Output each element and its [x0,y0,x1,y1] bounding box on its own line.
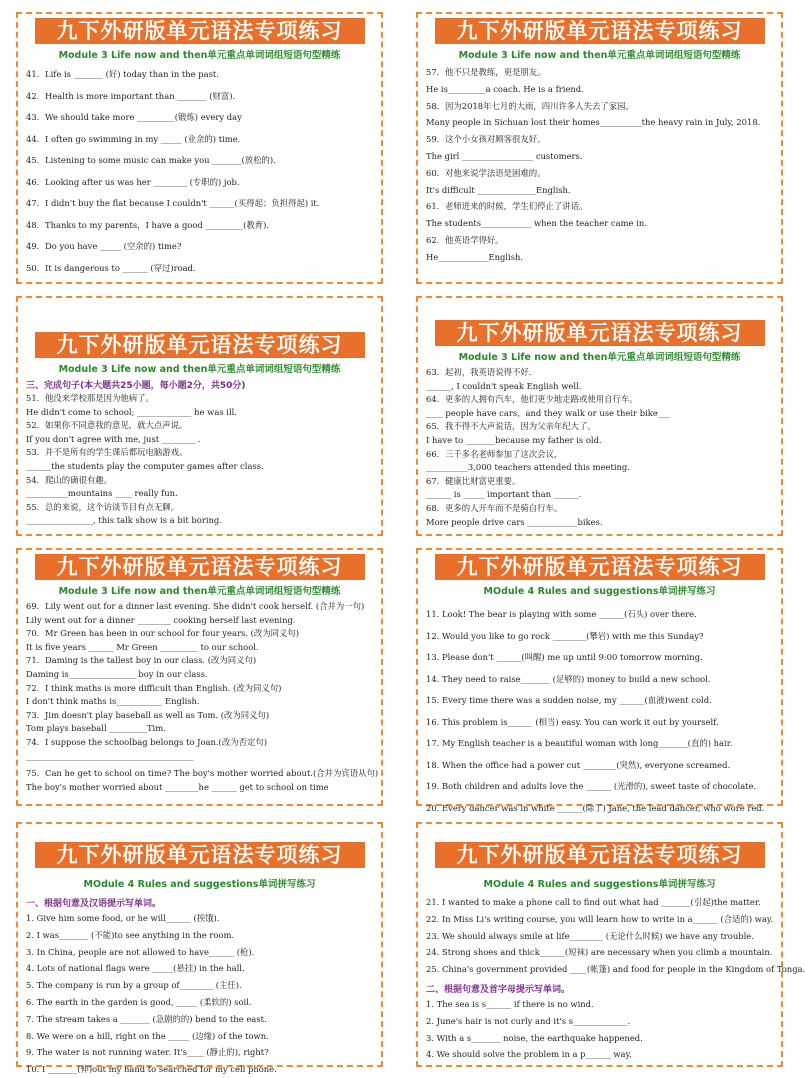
card-subtitle: Module 3 Life now and then单元重点单词词组短语句型精练 [458,50,741,61]
question-line: 11. Look! The bear is playing with some ______(石头) over there. [426,609,697,619]
question-line: He is_________a coach. He is a friend. [426,83,584,94]
question-line: More people drive cars ____________bikes. [426,516,603,527]
card-title-banner: 九下外研版单元语法专项练习 [435,554,765,580]
card-title-banner: 九下外研版单元语法专项练习 [435,842,765,868]
question-line: 54．爬山的确很有趣。 [26,474,113,485]
question-line: 3. In China, people are not allowed to have______ (枪). [26,946,255,957]
question-line: 21. I wanted to make a phone call to find out what had _______(引起)the matter. [426,897,761,907]
question-line: The students____________ when the teacher came in. [426,218,647,229]
card-subtitle: MOdule 4 Rules and suggestions单词拼写练习 [83,879,316,890]
question-line: 53．并不是所有的学生课后都玩电脑游戏。 [26,447,188,458]
question-line: 16. This problem is______ (相当) easy. You can work it out by yourself. [426,716,719,727]
question-line: 1. Give him some food, or he will______ (挨饿). [26,913,220,923]
question-line: If you don't agree with me, just ________ . [26,433,201,444]
question-line: 46．Looking after us was her ________ (专职的) job. [26,176,240,187]
question-line: 45．Listening to some music can make you _______(放松的). [26,155,276,165]
question-line: 19. Both children and adults love the ______ (光滑的), sweet taste of chocolate. [426,781,757,791]
question-line: 2. I was_______ (不能)to see anything in the room. [26,929,235,940]
question-line: 15. Every time there was a sudden noise, my ______(血液)went cold. [426,695,712,705]
question-line: 70．Mr Green has been in our school for four years. (改为同义句) [26,628,299,639]
section-heading: 三、完成句子(本大题共25小题，每小题2分，共50分) [26,381,246,391]
exercise-card-2 [416,12,783,284]
question-line: 59．这个小女孩对顾客很友好。 [426,134,546,145]
card-subtitle: Module 3 Life now and then单元重点单词词组短语句型精练 [458,352,741,363]
card-subtitle: MOdule 4 Rules and suggestions单词拼写练习 [483,879,716,890]
question-line: 14. They need to raise_______ (足够的) money to build a new school. [426,673,711,684]
question-line: 42．Health is more important than _______ (财富). [26,90,236,101]
question-line: ______the students play the computer games after class. [26,460,264,471]
question-list [18,392,381,528]
question-line: 7. The stream takes a _______ (急剧的的) bend to the east. [26,1013,267,1024]
question-line: __________3,000 teachers attended this meeting. [426,462,630,473]
question-line: Many people in Sichuan lost their homes__________the heavy rain in July, 2018. [426,117,761,128]
exercise-card-8 [416,822,805,1067]
question-line: Daming is________________ boy in our class. [26,668,208,679]
question-line: 3. With a s_______ noise, the earthquake happened. [426,1032,643,1043]
question-list [418,600,781,819]
question-line: __________mountains ____ really fun. [26,488,178,499]
question-line: 52．如果你不同意我的意见，就大点声说。 [26,420,188,431]
card-title-banner: 九下外研版单元语法专项练习 [35,18,365,44]
card-subtitle: Module 3 Life now and then单元重点单词词组短语句型精练 [58,586,341,597]
question-line: 63．起初，我英语说得不好． [426,367,538,377]
question-line: 5. The company is run by a group of________ (主任). [26,980,242,991]
exercise-card-3 [16,296,383,536]
question-line: 61．老师进来的时候，学生们停止了讲话。 [426,201,588,212]
card-title-banner: 九下外研版单元语法专项练习 [435,18,765,44]
question-line: 64．更多的人拥有汽车，他们更少地走路或使用自行车。 [426,394,638,405]
question-line: It is five years ______ Mr Green _________ to our school. [26,641,259,652]
section-heading: 一、根据句意及汉语提示写单词。 [26,899,162,909]
question-list [418,366,781,529]
question-list [418,894,805,978]
question-list [18,910,381,1078]
exercise-card-4 [416,296,783,536]
question-line: The girl _________________ customers. [426,150,583,161]
question-line: ______, I couldn't speak English well. [426,380,582,391]
question-line: 66．三千多名老师参加了这次会议， [426,448,563,459]
question-line: Lily went out for a dinner ________ cooking herself last evening. [26,614,296,625]
question-line: 24. Strong shoes and thick______(短袜) are necessary when you climb a mountain. [426,947,773,958]
card-title-banner: 九下外研版单元语法专项练习 [435,320,765,346]
question-line: 12. Would you like to go rock ________(攀岩) with me this Sunday? [426,630,704,641]
question-line: 69．Lily went out for a dinner last evening. She didn't cook herself. (合并为一句) [26,601,365,611]
question-line: 50．It is dangerous to ______ (穿过)road. [26,262,196,273]
question-line: He didn't come to school; _____________ he was ill. [26,406,237,417]
question-line: 9. The water is not running water. It's____ (静止的), right? [26,1047,269,1058]
question-line: 41．Life is _______ (好) today than in the past. [26,69,219,79]
question-line: 10. I _______(伸)out my hand to searched for my cell phone. [26,1064,277,1075]
question-line: I don't think maths is___________ English. [26,696,200,707]
question-line: 57．他不只是教练，更是朋友。 [426,67,546,77]
question-line: 22. In Miss Li's writing course, you will learn how to write in a______ (合适的) way. [426,913,774,924]
question-line: 2. June's hair is not curly and it's s_____________. [426,1015,631,1026]
question-list [418,64,781,266]
question-line: 43．We should take more _________(锻炼) every day [26,112,242,122]
question-line: The boy's mother worried about ________he ______ get to school on time [26,781,329,792]
question-line: 17. My English teacher is a beautiful woman with long_______(直的) hair. [426,738,733,748]
card-subtitle: Module 3 Life now and then单元重点单词词组短语句型精练 [58,364,341,375]
question-line: 20. Every dancer was in white ______(除了) Jane, the lead dancer, who wore red. [426,802,765,813]
exercise-card-5 [16,548,383,806]
question-line: He____________English. [426,251,524,262]
question-line: ______ is _____ important than ______. [426,489,582,500]
question-line: 58．因为2018年七月的大雨，四川许多人失去了家园。 [426,100,634,111]
question-line: 67．健康比财富更重要。 [426,475,521,486]
question-line: ________________________________________ [26,750,194,761]
card-subtitle: MOdule 4 Rules and suggestions单词拼写练习 [483,586,716,597]
question-line: 48．Thanks to my parents，I have a good _________(教育). [26,219,270,230]
card-title-banner: 九下外研版单元语法专项练习 [35,554,365,580]
question-line: 47．I didn't buy the flat because I couldn't ______(买得起；负担得起) it. [26,198,320,208]
card-title-banner: 九下外研版单元语法专项练习 [35,332,365,358]
question-line: 65．我不得不大声说话，因为父亲年纪大了。 [426,421,596,432]
question-line: 71．Daming is the tallest boy in our class. (改为同义句) [26,655,257,666]
exercise-card-7 [16,822,383,1075]
question-line: 60．对他来说学法语是困难的。 [426,167,546,178]
question-line: 8. We were on a hill, right on the _____ (边缘) of the town. [26,1030,269,1041]
question-line: 72．I think maths is more difficult than English. (改为同义句) [26,682,282,693]
question-list [18,64,381,279]
question-line: 74．I suppose the schoolbag belongs to Joan.(改为否定句) [26,736,267,747]
question-line: 44．I often go swimming in my _____ (业余的) time. [26,133,241,144]
question-list [418,996,781,1063]
question-line: 1. The sea is s______ if there is no wind. [426,998,594,1009]
question-line: 55．总的来说，这个访谈节目有点无聊。 [26,501,180,512]
question-line: 13. Please don't ______(叫醒) me up until 9:00 tomorrow morning. [426,652,703,662]
card-subtitle: Module 3 Life now and then单元重点单词词组短语句型精练 [58,50,341,61]
card-title-banner: 九下外研版单元语法专项练习 [35,842,365,868]
section-heading: 二、根据句意及首字母提示写单词。 [426,984,571,995]
question-line: I have to _______because my father is old. [426,434,602,445]
exercise-card-6 [416,548,783,813]
question-line: 62．他英语学得好。 [426,234,504,245]
question-line: 73．Jim doesn't play baseball as well as Tom. (改为同义句) [26,709,270,720]
question-line: 6. The earth in the garden is good, _____ (柔软的) soil. [26,996,252,1007]
question-list [18,600,381,794]
question-line: 4. We should solve the problem in a p______ way. [426,1049,632,1060]
question-line: Tom plays baseball _________Tim. [26,723,166,734]
question-line: 75．Can he get to school on time? The boy's mother worried about.(合并为宾语从句) [26,768,379,779]
question-line: It's difficult ______________English. [426,184,571,195]
question-line: ________________, this talk show is a bit boring. [26,515,222,526]
question-line: 4. Lots of national flags were _____(悬挂) in the hall. [26,963,245,974]
question-line: 49．Do you have _____ (空余的) time? [26,241,182,251]
question-line: 25. China's government provided ____(帐篷) and food for people in the Kingdom of Tonga. [426,964,805,975]
question-line: 51．他没来学校那是因为他病了。 [26,393,154,403]
question-line: 68．更多的人开车而不是骑自行车。 [426,502,563,513]
question-line: ____ people have cars，and they walk or use their bike___ [426,407,671,418]
question-line: 23. We should always smile at life________ (无论什么时候) we have any trouble. [426,930,754,941]
exercise-card-1 [16,12,383,284]
question-line: 18. When the office had a power cut ________(突然), everyone screamed. [426,759,731,770]
